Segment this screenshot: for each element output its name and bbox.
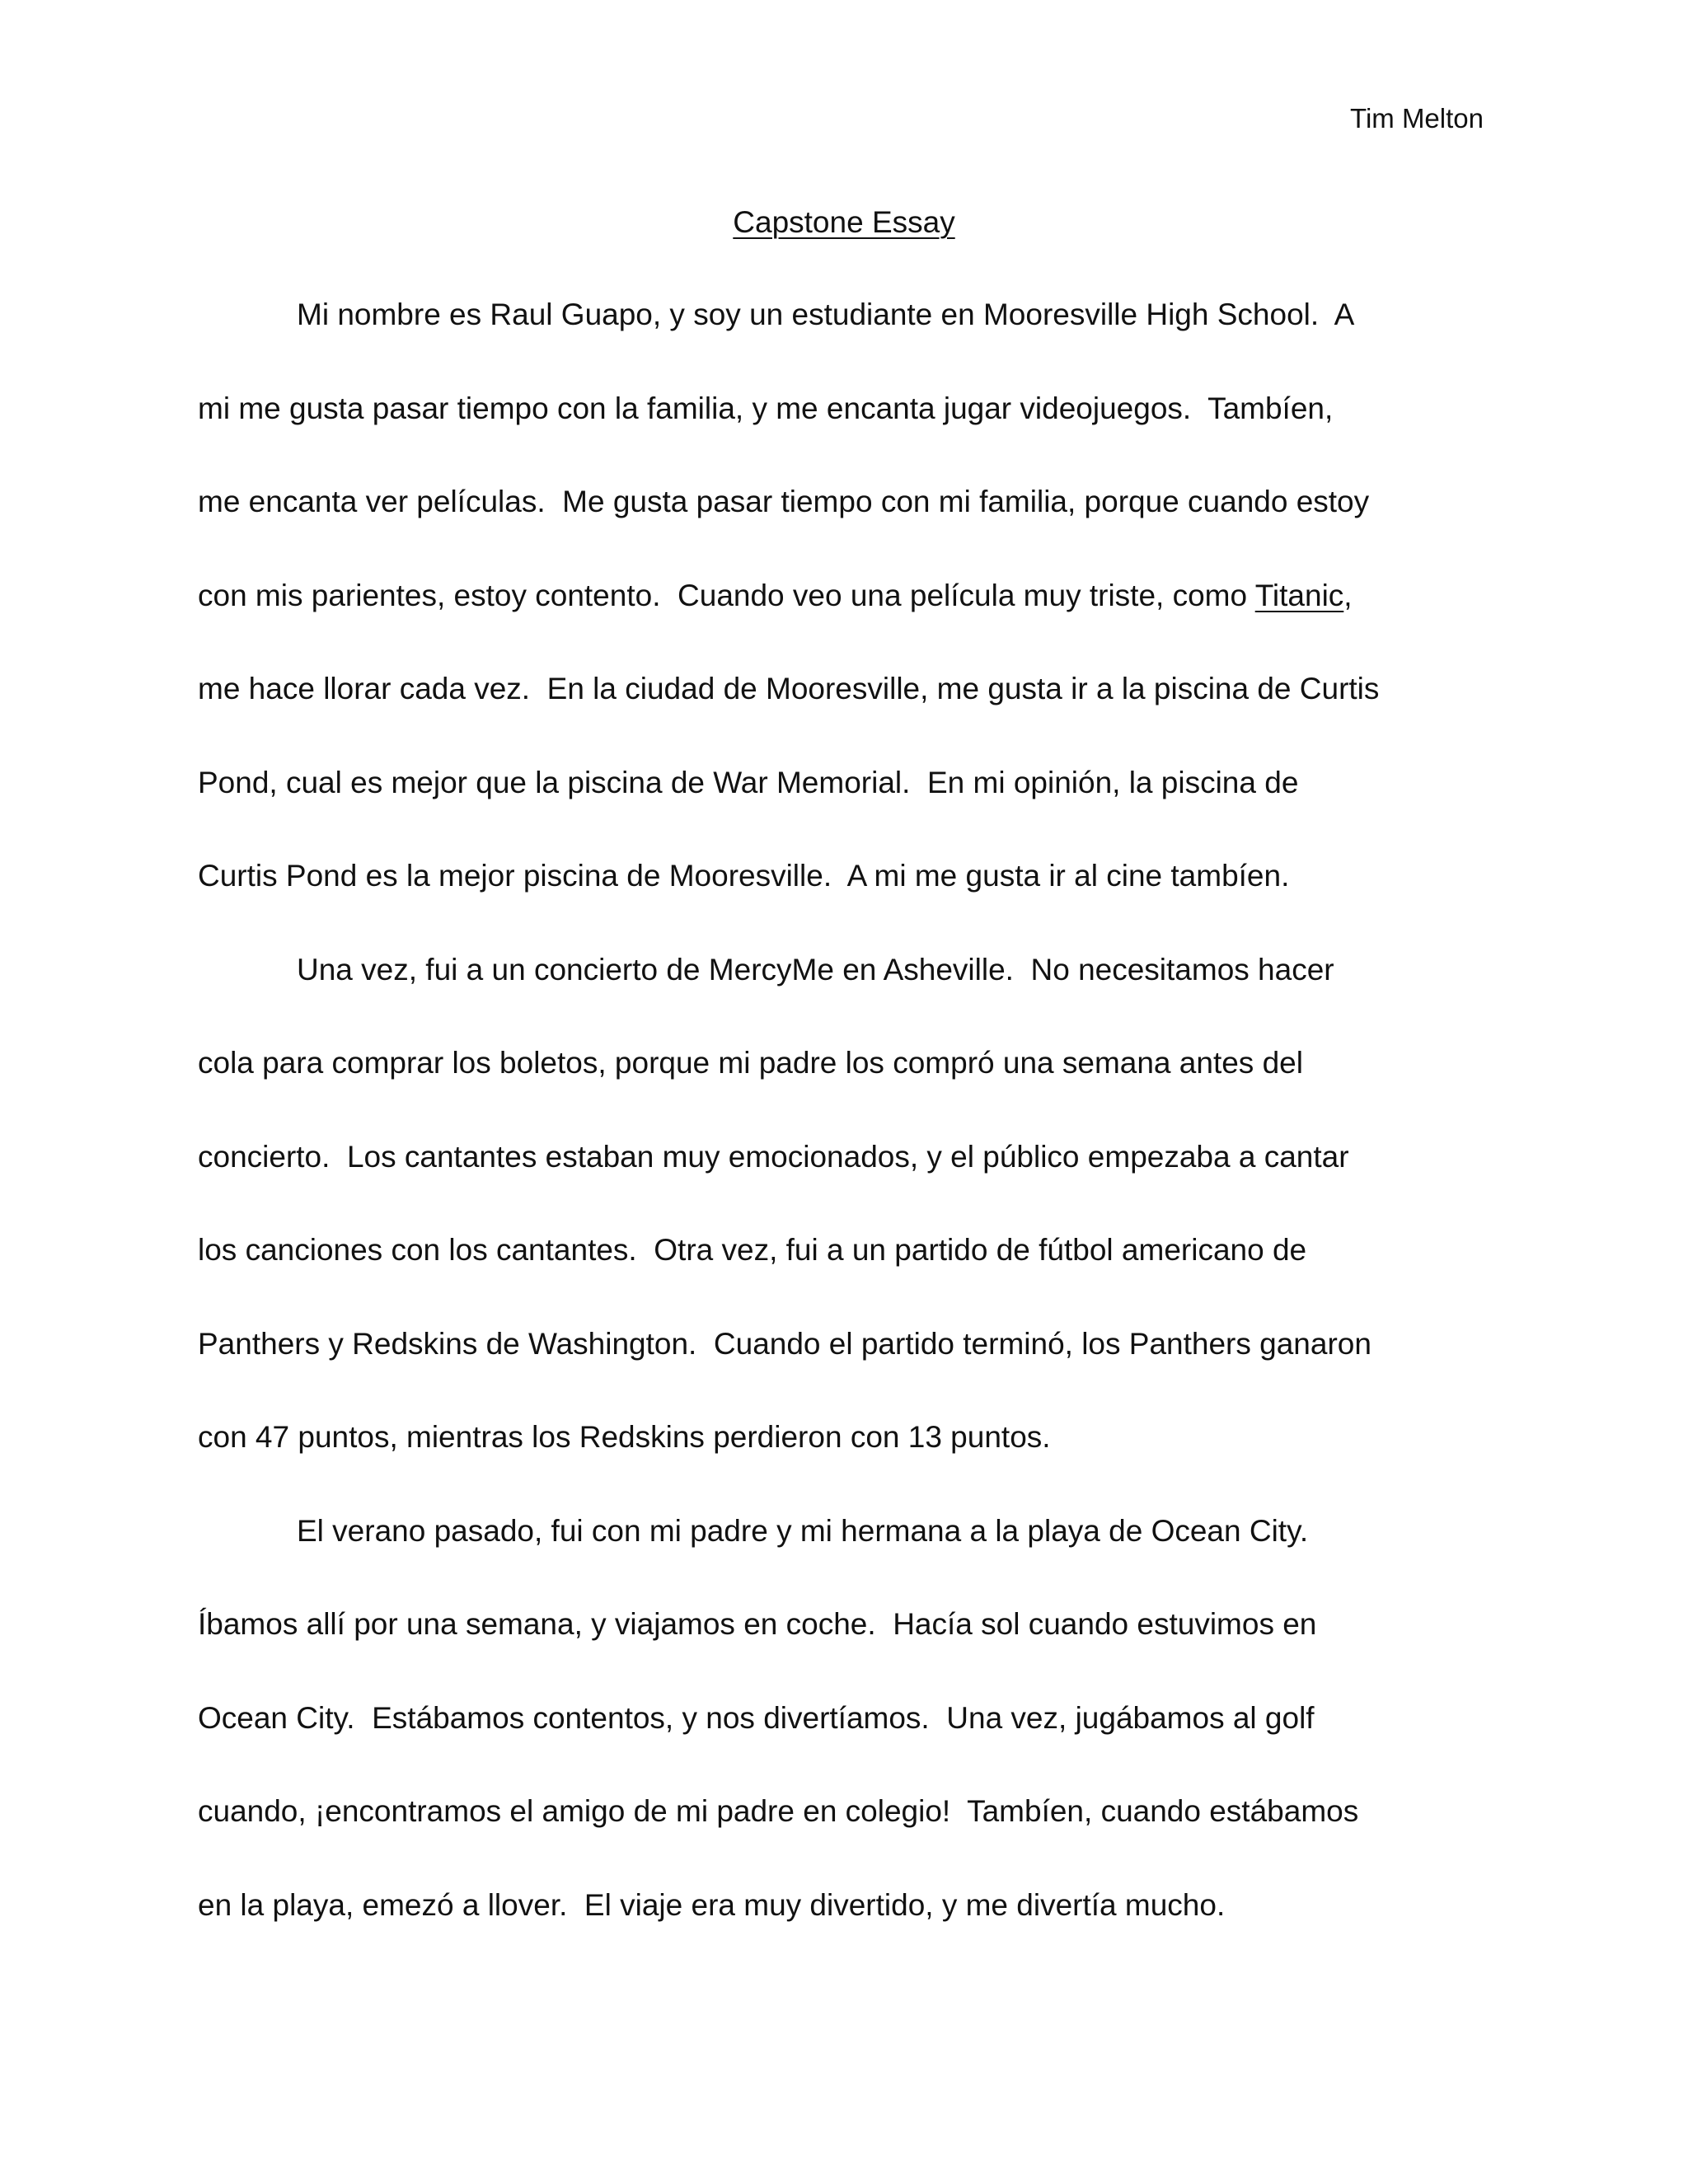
paragraph-2 xyxy=(198,952,1517,1513)
paragraph-line: concierto. Los cantantes estaban muy emocionados, y el público empezaba a cantar xyxy=(198,1139,1349,1174)
paragraph-line: El verano pasado, fui con mi padre y mi hermana a la playa de Ocean City. xyxy=(297,1513,1309,1548)
essay-title xyxy=(0,204,1688,241)
paragraph-line: Una vez, fui a un concierto de MercyMe en Asheville. No necesitamos hacer xyxy=(297,952,1334,987)
film-title: Titanic xyxy=(1254,578,1344,612)
paragraph-line: en la playa, emezó a llover. El viaje era muy divertido, y me divertía mucho. xyxy=(198,1887,1226,1922)
line-punctuation: , xyxy=(1343,578,1353,612)
essay-title-text: Capstone Essay xyxy=(733,205,955,239)
paragraph-line: me encanta ver películas. Me gusta pasar tiempo con mi familia, porque cuando estoy xyxy=(198,485,1370,518)
paragraph-line: Ocean City. Estábamos contentos, y nos divertíamos. Una vez, jugábamos al golf xyxy=(198,1700,1315,1735)
paragraph-line: Mi nombre es Raul Guapo, y soy un estudiante en Mooresville High School. A xyxy=(297,298,1355,331)
paragraph-line: cuando, ¡encontramos el amigo de mi padre en colegio! Tambíen, cuando estábamos xyxy=(198,1794,1359,1828)
author-name: Tim Melton xyxy=(1350,103,1484,134)
line-text: con mis parientes, estoy contento. Cuando veo una película muy triste, como xyxy=(198,578,1255,612)
paragraph-line: con 47 puntos, mientras los Redskins perdieron con 13 puntos. xyxy=(198,1420,1051,1454)
paragraph-3 xyxy=(198,1513,1517,1981)
paragraph-line: Panthers y Redskins de Washington. Cuando el partido terminó, los Panthers ganaron xyxy=(198,1326,1372,1361)
paragraph-1 xyxy=(198,297,1517,952)
paragraph-line: mi me gusta pasar tiempo con la familia, y me encanta jugar videojuegos. Tambíen, xyxy=(198,391,1334,425)
paragraph-line: Curtis Pond es la mejor piscina de Mooresville. A mi me gusta ir al cine tambíen. xyxy=(198,859,1290,893)
paragraph-line: cola para comprar los boletos, porque mi padre los compró una semana antes del xyxy=(198,1046,1303,1080)
paragraph-line: los canciones con los cantantes. Otra vez, fui a un partido de fútbol americano de xyxy=(198,1233,1307,1267)
paragraph-line-with-title xyxy=(198,578,1517,672)
paragraph-line: Pond, cual es mejor que la piscina de War Memorial. En mi opinión, la piscina de xyxy=(198,765,1299,799)
paragraph-line: me hace llorar cada vez. En la ciudad de Mooresville, me gusta ir a la piscina de Curtis xyxy=(198,672,1380,705)
paragraph-line: Íbamos allí por una semana, y viajamos en coche. Hacía sol cuando estuvimos en xyxy=(198,1607,1317,1641)
essay-body xyxy=(198,297,1517,1980)
